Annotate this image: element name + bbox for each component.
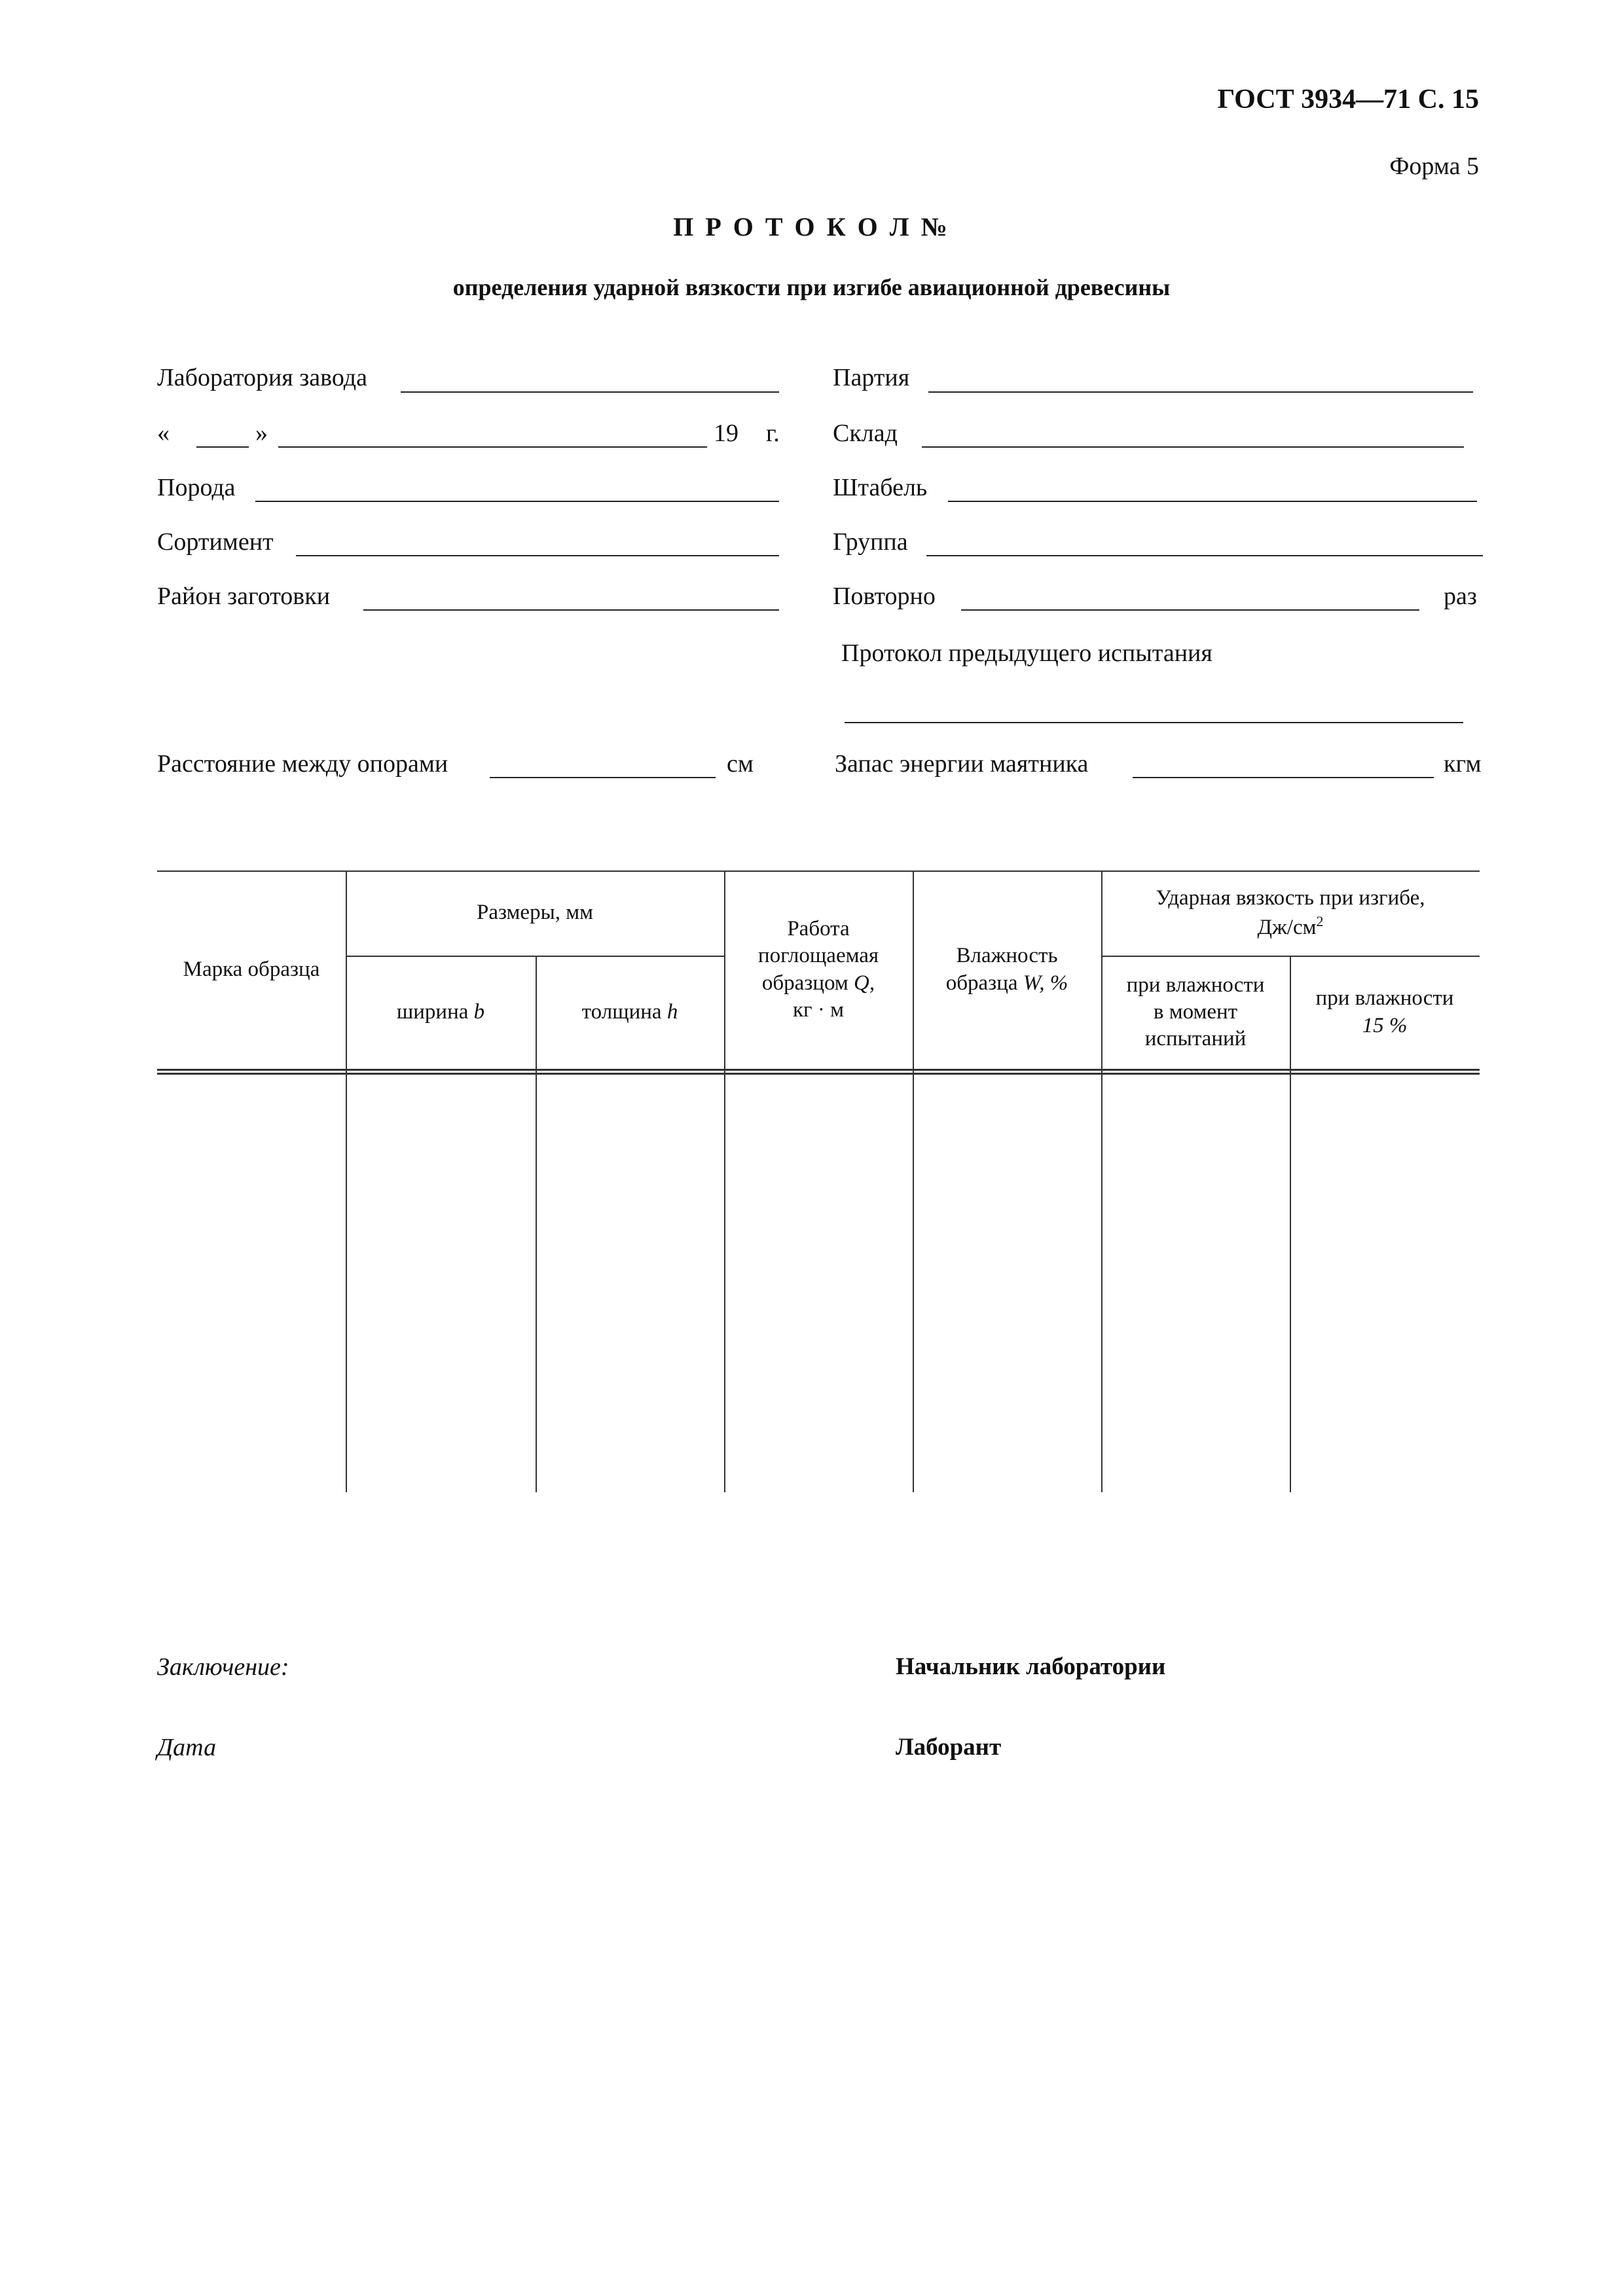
date-close-quote: »	[255, 420, 268, 447]
repeat-field[interactable]	[961, 609, 1419, 611]
date-year-suffix: г.	[766, 420, 780, 447]
table-body-col-mark[interactable]	[157, 1075, 346, 1492]
previous-protocol-label: Протокол предыдущего испытания	[841, 639, 1213, 667]
table-body-col-thickness[interactable]	[537, 1075, 724, 1492]
table-body-col-width[interactable]	[347, 1075, 536, 1492]
pendulum-energy-unit: кгм	[1444, 750, 1482, 778]
conclusion-label: Заключение:	[157, 1653, 289, 1681]
lab-head-label: Начальник лаборатории	[896, 1653, 1166, 1680]
table-header-bottom-1	[157, 1069, 1480, 1071]
header-width	[346, 956, 536, 1069]
laboratory-label: Лаборатория завода	[157, 364, 367, 391]
header-moisture-15-line-2: 15 %	[1362, 1013, 1408, 1037]
header-toughness-unit: $Дж/см^2$	[1257, 912, 1324, 939]
header-work-line-1: Работа	[787, 917, 850, 941]
header-thickness-symbol: h	[666, 999, 678, 1024]
header-moisture	[913, 870, 1101, 1069]
date-year-prefix: 19	[714, 420, 739, 447]
stack-label: Штабель	[833, 474, 928, 501]
assortment-field[interactable]	[296, 555, 779, 556]
results-table	[157, 870, 1480, 1492]
header-work-unit: кг · м	[793, 997, 844, 1022]
date-month-field[interactable]	[278, 446, 707, 448]
header-thickness-label: толщина	[581, 999, 662, 1024]
header-absorbed-work	[724, 870, 913, 1069]
header-absorbed-work-text	[758, 916, 879, 1024]
header-thickness	[536, 956, 724, 1069]
header-dimensions-text: Размеры, мм	[476, 901, 594, 925]
header-impact-toughness-text	[1156, 885, 1425, 941]
header-impact-toughness	[1101, 870, 1480, 956]
support-distance-unit: см	[727, 750, 754, 778]
warehouse-field[interactable]	[922, 446, 1464, 448]
lab-assistant-label: Лаборант	[896, 1734, 1002, 1761]
table-body-col-test-moisture[interactable]	[1103, 1075, 1290, 1492]
pendulum-energy-label: Запас энергии маятника	[835, 750, 1089, 778]
district-label: Район заготовки	[157, 583, 331, 610]
table-body-col-work[interactable]	[725, 1075, 913, 1492]
header-dimensions	[346, 870, 724, 956]
header-test-moisture-line-3: испытаний	[1144, 1027, 1247, 1051]
header-moisture-symbol: W, %	[1023, 971, 1068, 995]
header-moisture-15	[1290, 956, 1480, 1069]
header-work-symbol: Q,	[854, 971, 875, 995]
stack-field[interactable]	[948, 501, 1477, 502]
support-distance-field[interactable]	[490, 777, 716, 778]
header-width-label: ширина	[396, 999, 469, 1024]
repeat-unit: раз	[1444, 583, 1477, 610]
header-moisture-line-1: Влажность	[956, 944, 1058, 968]
breed-field[interactable]	[255, 501, 779, 502]
header-sample-mark	[157, 870, 346, 1069]
header-width-symbol: b	[473, 999, 485, 1024]
header-toughness-exponent: 2	[1316, 912, 1324, 929]
previous-protocol-field[interactable]	[845, 722, 1463, 723]
header-thickness-text	[582, 999, 678, 1026]
header-moisture-15-line-1: при влажности	[1315, 986, 1454, 1011]
header-moisture-text	[946, 942, 1068, 997]
batch-field[interactable]	[928, 391, 1473, 393]
batch-label: Партия	[833, 364, 910, 391]
date-day-field[interactable]	[196, 446, 249, 448]
laboratory-field[interactable]	[401, 391, 779, 393]
header-moisture-line-2: образца W, %	[945, 971, 1068, 995]
header-toughness-line-1: Ударная вязкость при изгибе,	[1156, 886, 1425, 910]
date-open-quote: «	[157, 420, 170, 447]
header-test-moisture-line-2: в момент	[1153, 999, 1238, 1024]
header-width-text	[397, 999, 484, 1026]
table-body-col-moisture-15[interactable]	[1291, 1075, 1480, 1492]
warehouse-label: Склад	[833, 420, 898, 447]
form-number: Форма 5	[1389, 152, 1479, 180]
date-label: Дата	[157, 1734, 217, 1761]
header-work-line-3: образцом Q,	[761, 971, 875, 995]
standard-number: ГОСТ 3934—71 С. 15	[1217, 84, 1479, 115]
header-sample-mark-text: Марка образца	[183, 957, 320, 981]
header-test-moisture-line-1: при влажности	[1126, 973, 1265, 997]
protocol-title: П Р О Т О К О Л №	[673, 212, 950, 242]
group-field[interactable]	[926, 555, 1483, 556]
support-distance-label: Расстояние между опорами	[157, 750, 448, 778]
pendulum-energy-field[interactable]	[1133, 777, 1434, 778]
district-field[interactable]	[363, 609, 779, 611]
header-test-moisture-text	[1127, 972, 1265, 1053]
protocol-subtitle: определения ударной вязкости при изгибе авиационной древесины	[452, 274, 1171, 300]
group-label: Группа	[833, 528, 908, 556]
breed-label: Порода	[157, 474, 236, 501]
header-moisture-15-text	[1316, 985, 1454, 1039]
header-work-line-2: поглощаемая	[757, 944, 879, 968]
table-body-col-moisture[interactable]	[914, 1075, 1101, 1492]
repeat-label: Повторно	[833, 583, 936, 610]
assortment-label: Сортимент	[157, 528, 274, 556]
header-test-moisture	[1101, 956, 1290, 1069]
